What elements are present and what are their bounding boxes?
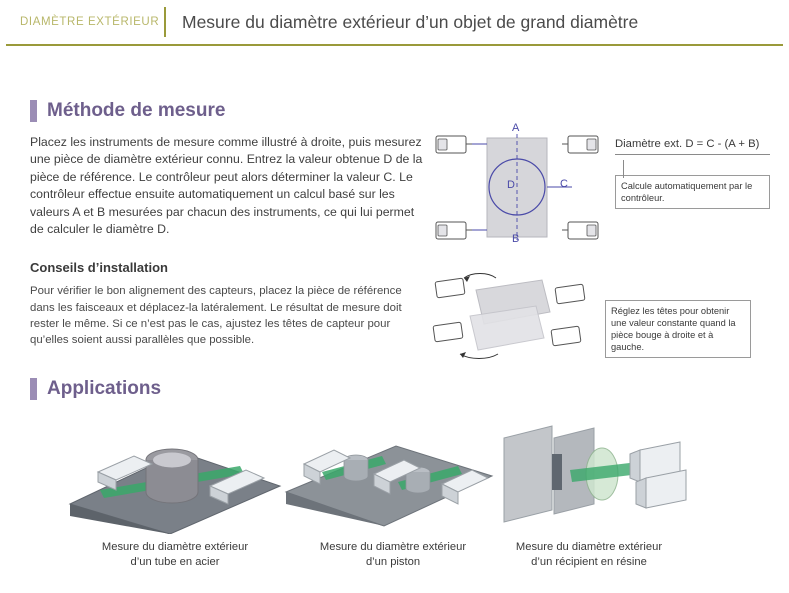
conseils-installation-title: Conseils d’installation <box>30 260 168 276</box>
label-b: B <box>512 233 520 245</box>
steel-tube-bore <box>153 453 191 468</box>
label-a: A <box>512 122 520 134</box>
header-category-tag: DIAMÈTRE EXTÉRIEUR <box>20 16 160 28</box>
applications-title-text: Applications <box>47 378 162 399</box>
sensor-head-install-top-left <box>435 278 465 298</box>
label-d: D <box>507 179 515 191</box>
sensor-head-top-right <box>562 136 598 153</box>
diagram-diameter-measurement <box>432 122 602 245</box>
installation-callout: Réglez les têtes pour obtenir une valeur constante quand la pièce bouge à droite et à gauche. <box>605 300 751 358</box>
machine-dark-block <box>552 454 562 490</box>
application-caption-3 <box>474 540 704 569</box>
application-figure-resin-container <box>474 416 704 534</box>
application-svg-1 <box>60 416 290 534</box>
applications-row <box>30 416 760 586</box>
methode-section-title <box>30 100 760 122</box>
application-caption-3-line1: Mesure du diamètre extérieur <box>515 541 663 553</box>
label-c: C <box>560 178 568 190</box>
application-caption-3-line2: d’un récipient en résine <box>531 555 647 568</box>
formula-text: Diamètre ext. D = C - (A + B) <box>615 138 770 155</box>
page-title: Mesure du diamètre extérieur d’un objet de grand diamètre <box>182 11 639 32</box>
sensor-head-bottom-right <box>562 222 598 239</box>
sensor-head-bottom-left <box>436 222 472 239</box>
conseils-installation-paragraph: Pour vérifier le bon alignement des capteurs, placez la pièce de référence dans les faisceaux et déplacez-la latéralement. Le résultat de mesure doit rester le même. Si ce n’est pas le cas, ajustez les têtes de capteur pour qu’elles soient aussi parallèles que possible. <box>30 285 402 347</box>
applications-section <box>30 378 760 400</box>
movement-arrow-bottom <box>460 354 498 359</box>
workpiece-body <box>487 138 547 237</box>
arrowhead-bottom <box>460 352 466 358</box>
page-header <box>6 0 783 46</box>
application-caption-2-line2: d’un piston <box>365 555 421 568</box>
application-caption-2-line1: Mesure du diamètre extérieur <box>319 541 467 553</box>
section-accent-bar <box>30 100 37 122</box>
diagram-installation-tips <box>430 272 600 362</box>
methode-title-text: Méthode de mesure <box>47 100 226 121</box>
methode-paragraph: Placez les instruments de mesure comme illustré à droite, puis mesurez une pièce de diamètre extérieur connu. Entrez la valeur obtenue D de la pièce de référence. Le contrôleur peut alors déterminer la valeur C. Le contrôleur effectue ensuite automatiquement un calcul basé sur les valeurs A et B mesurées par chacun des instruments, ce qui lui permet de calculer le diamètre D. <box>30 135 423 237</box>
application-svg-3 <box>474 416 704 534</box>
application-figure-steel-tube <box>60 416 290 534</box>
sensor-head-install-bottom-right <box>551 326 581 346</box>
application-item-resin-container <box>474 416 704 569</box>
applications-section-title <box>30 378 760 400</box>
section-accent-bar-applications <box>30 378 37 400</box>
application-caption-1-line1: Mesure du diamètre extérieur <box>101 541 249 553</box>
sensor-head-install-top-right <box>555 284 585 304</box>
sensor-head-install-bottom-left <box>433 322 463 342</box>
formula-leader-line <box>623 160 624 178</box>
application-item-steel-tube <box>60 416 290 569</box>
formula-block <box>615 138 775 209</box>
sensor-head-top-left <box>436 136 472 153</box>
diagram-installation-svg <box>430 272 600 362</box>
diagram-diameter-svg <box>432 130 602 245</box>
formula-callout: Calcule automatiquement par le contrôleur. <box>615 175 770 209</box>
machine-frame-left <box>504 426 552 522</box>
application-caption-1 <box>60 540 290 569</box>
application-caption-1-line2: d’un tube en acier <box>130 555 220 568</box>
